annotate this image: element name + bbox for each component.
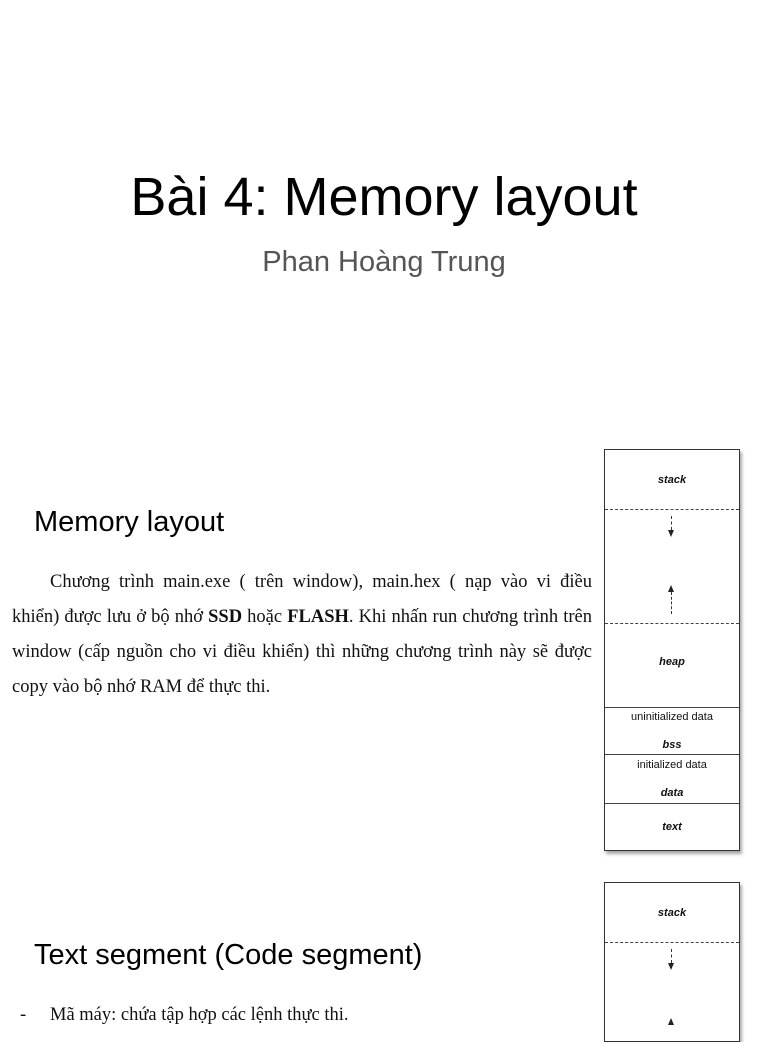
arrow-down-icon	[668, 530, 674, 537]
heap-boundary-line	[605, 623, 739, 624]
page-subtitle: Phan Hoàng Trung	[262, 246, 506, 278]
list-item	[20, 1002, 600, 1028]
section-heading-text-segment: Text segment (Code segment)	[34, 939, 423, 971]
text-top-line	[605, 803, 739, 804]
para-bold-ssd: SSD	[208, 607, 243, 627]
section-heading-memory-layout: Memory layout	[34, 506, 225, 538]
stack-growth-arrow-line-2	[671, 949, 673, 963]
memory-layout-diagram	[604, 449, 740, 851]
initialized-data-label: initialized data	[637, 759, 707, 771]
bullet-text: Mã máy: chứa tập hợp các lệnh thực thi.	[50, 1005, 349, 1025]
para-text-3: . Khi nhấn run chương trình trên window (cấp nguồn cho vi điều khiển) thì những chương trình này sẽ được copy vào bộ nhớ RAM để thực thi.	[12, 607, 592, 697]
bss-top-line	[605, 707, 739, 708]
bullet-dash: -	[20, 1005, 27, 1025]
segment-bss-label: bss	[662, 739, 682, 751]
stack-boundary-line-2	[605, 942, 739, 943]
uninitialized-data-label: uninitialized data	[631, 711, 713, 723]
arrow-down-icon-2	[668, 963, 674, 970]
memory-layout-paragraph	[12, 565, 592, 705]
heap-growth-arrow-line	[671, 592, 673, 614]
para-text-1: Chương trình main.exe ( trên window), main.hex ( nạp vào vi điều khiển) được lưu ở bộ nhớ	[12, 572, 592, 627]
data-top-line	[605, 754, 739, 755]
stack-growth-arrow-line	[671, 516, 673, 530]
stack-boundary-line	[605, 509, 739, 510]
para-text-2: hoặc	[242, 607, 288, 627]
segment-text-label: text	[662, 821, 682, 833]
segment-stack-label-2: stack	[657, 907, 687, 919]
para-bold-flash: FLASH	[287, 607, 349, 627]
arrow-up-icon	[668, 585, 674, 592]
segment-stack-label: stack	[657, 474, 687, 486]
page-title: Bài 4: Memory layout	[130, 167, 638, 227]
memory-layout-diagram-2	[604, 882, 740, 1042]
segment-heap-label: heap	[659, 656, 685, 668]
segment-data-label: data	[660, 787, 684, 799]
